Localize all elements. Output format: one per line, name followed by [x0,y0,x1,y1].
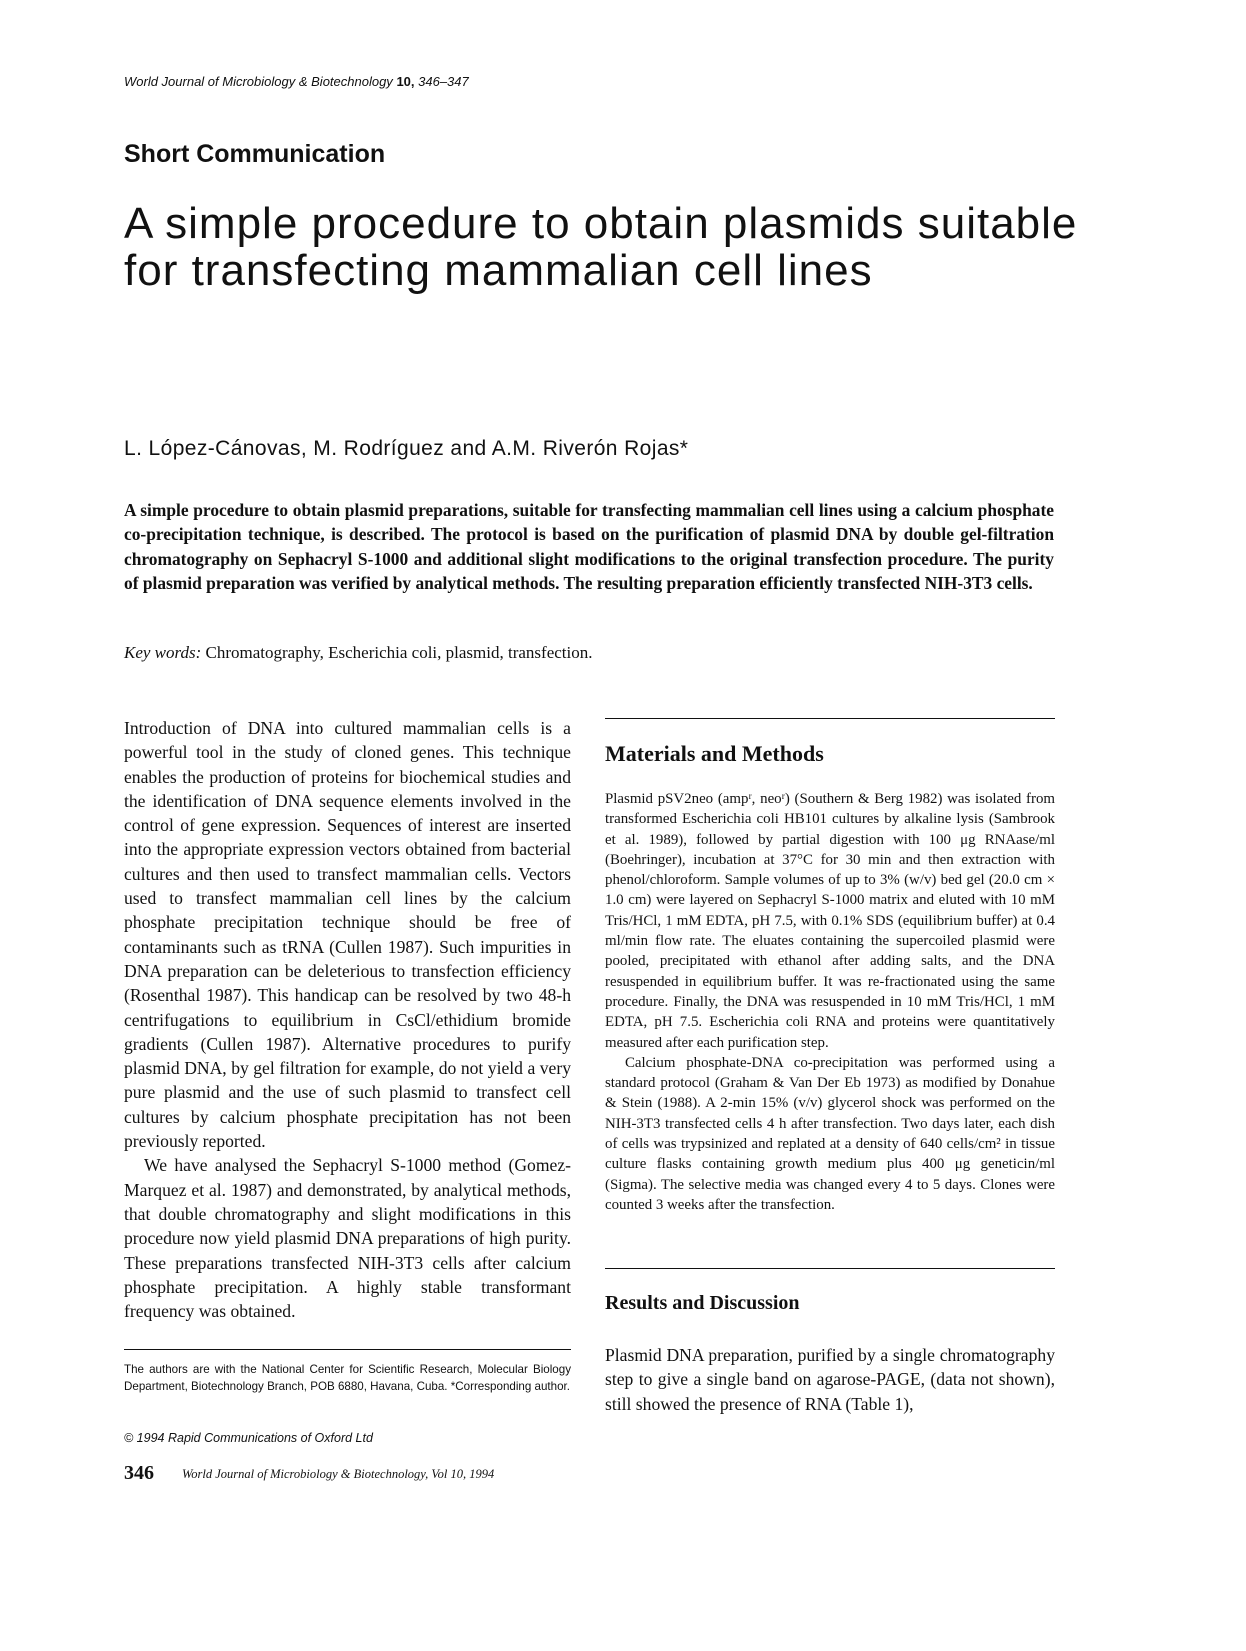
journal-volume: 10, [396,74,415,89]
journal-pages: 346–347 [418,74,469,89]
introduction [124,716,571,1323]
intro-paragraph: We have analysed the Sephacryl S-1000 method (Gomez-Marquez et al. 1987) and demonstrated, by analytical methods, that double chromatography and slight modifications in this procedure now yield plasmid DNA preparations of high purity. These preparations transfected NIH-3T3 cells after calcium phosphate precipitation. A highly stable transformant frequency was obtained. [124,1155,571,1322]
authors: L. López-Cánovas, M. Rodríguez and A.M. Riverón Rojas* [124,437,689,460]
results-discussion-heading: Results and Discussion [605,1292,800,1314]
footer-journal-citation: World Journal of Microbiology & Biotechnology, Vol 10, 1994 [182,1467,495,1481]
section-divider [605,718,1055,719]
copyright-notice: © 1994 Rapid Communications of Oxford Ltd [124,1431,373,1445]
running-header [124,74,469,89]
footnote-divider [124,1349,571,1350]
materials-methods-heading: Materials and Methods [605,741,824,766]
abstract: A simple procedure to obtain plasmid preparations, suitable for transfecting mammalian cell lines using a calcium phosphate co-precipitation technique, is described. The protocol is based on the purification of plasmid DNA by double gel-filtration chromatography on Sephacryl S-1000 and additional slight modifications to the original transfection procedure. The purity of plasmid preparation was verified by analytical methods. The resulting preparation efficiently transfected NIH-3T3 cells. [124,500,1054,594]
journal-name: World Journal of Microbiology & Biotechnology [124,74,393,89]
section-label: Short Communication [124,140,386,168]
author-affiliation-footnote: The authors are with the National Center for Scientific Research, Molecular Biology Department, Biotechnology Branch, POB 6880, Havana, Cuba. *Corresponding author. [124,1363,571,1393]
methods-paragraph: Calcium phosphate-DNA co-precipitation was performed using a standard protocol (Graham & Van Der Eb 1973) as modified by Donahue & Stein (1988). A 2-min 15% (v/v) glycerol shock was performed on the NIH-3T3 transfected cells 4 h after transfection. Two days later, each dish of cells was trypsinized and replated at a density of 640 cells/cm² in tissue culture flasks containing growth medium plus 400 μg geneticin/ml (Sigma). The selective media was changed every 4 to 5 days. Clones were counted 3 weeks after the transfection. [605,1054,1055,1213]
methods-paragraph: Plasmid pSV2neo (ampʳ, neoʳ) (Southern & Berg 1982) was isolated from transformed Escherichia coli HB101 cultures by alkaline lysis (Sambrook et al. 1989), followed by partial digestion with 100 μg RNAase/ml (Boehringer), incubation at 37°C for 30 min and then extraction with phenol/chloroform. Sample volumes of up to 3% (w/v) bed gel (20.0 cm × 1.0 cm) were layered on Sephacryl S-1000 matrix and eluted with 10 mM Tris/HCl, 1 mM EDTA, pH 7.5, with 0.1% SDS (equilibrium buffer) at 0.4 ml/min flow rate. The eluates containing the supercoiled plasmid were pooled, precipitated with ethanol after adding salts, and the DNA resuspended in equilibrium buffer. It was re-fractionated using the same procedure. Finally, the DNA was resuspended in 10 mM Tris/HCl, 1 mM EDTA, pH 7.5. Escherichia coli RNA and proteins were quantitatively measured after each purification step. [605,791,1055,1051]
intro-paragraph: Introduction of DNA into cultured mammalian cells is a powerful tool in the study of cloned genes. This technique enables the production of proteins for biochemical studies and the identification of DNA sequence elements involved in the control of gene expression. Sequences of interest are inserted into the appropriate expression vectors obtained from bacterial cultures and then used to transfect mammalian cells. Vectors used to transfect mammalian cell lines by the calcium phosphate precipitation technique should be free of contaminants such as tRNA (Cullen 1987). Such impurities in DNA preparation can be deleterious to transfection efficiency (Rosenthal 1987). This handicap can be resolved by two 48-h centrifugations to equilibrium in CsCl/ethidium bromide gradients (Cullen 1987). Alternative procedures to purify plasmid DNA, by gel filtration for example, do not yield a very pure plasmid and the use of such plasmid to transfect cell cultures by calcium phosphate precipitation has not been previously reported. [124,718,571,1152]
keywords [124,643,592,663]
results-discussion-body: Plasmid DNA preparation, purified by a single chromatography step to give a single band on agarose-PAGE, (data not shown), still showed the presence of RNA (Table 1), [605,1345,1055,1414]
materials-methods-body [605,789,1055,1215]
section-divider [605,1268,1055,1269]
page-number: 346 [124,1462,154,1484]
keywords-text: Chromatography, Escherichia coli, plasmid, transfection. [205,643,593,662]
article-title: A simple procedure to obtain plasmids suitable for transfecting mammalian cell lines [124,199,1078,295]
keywords-label: Key words: [124,643,202,662]
